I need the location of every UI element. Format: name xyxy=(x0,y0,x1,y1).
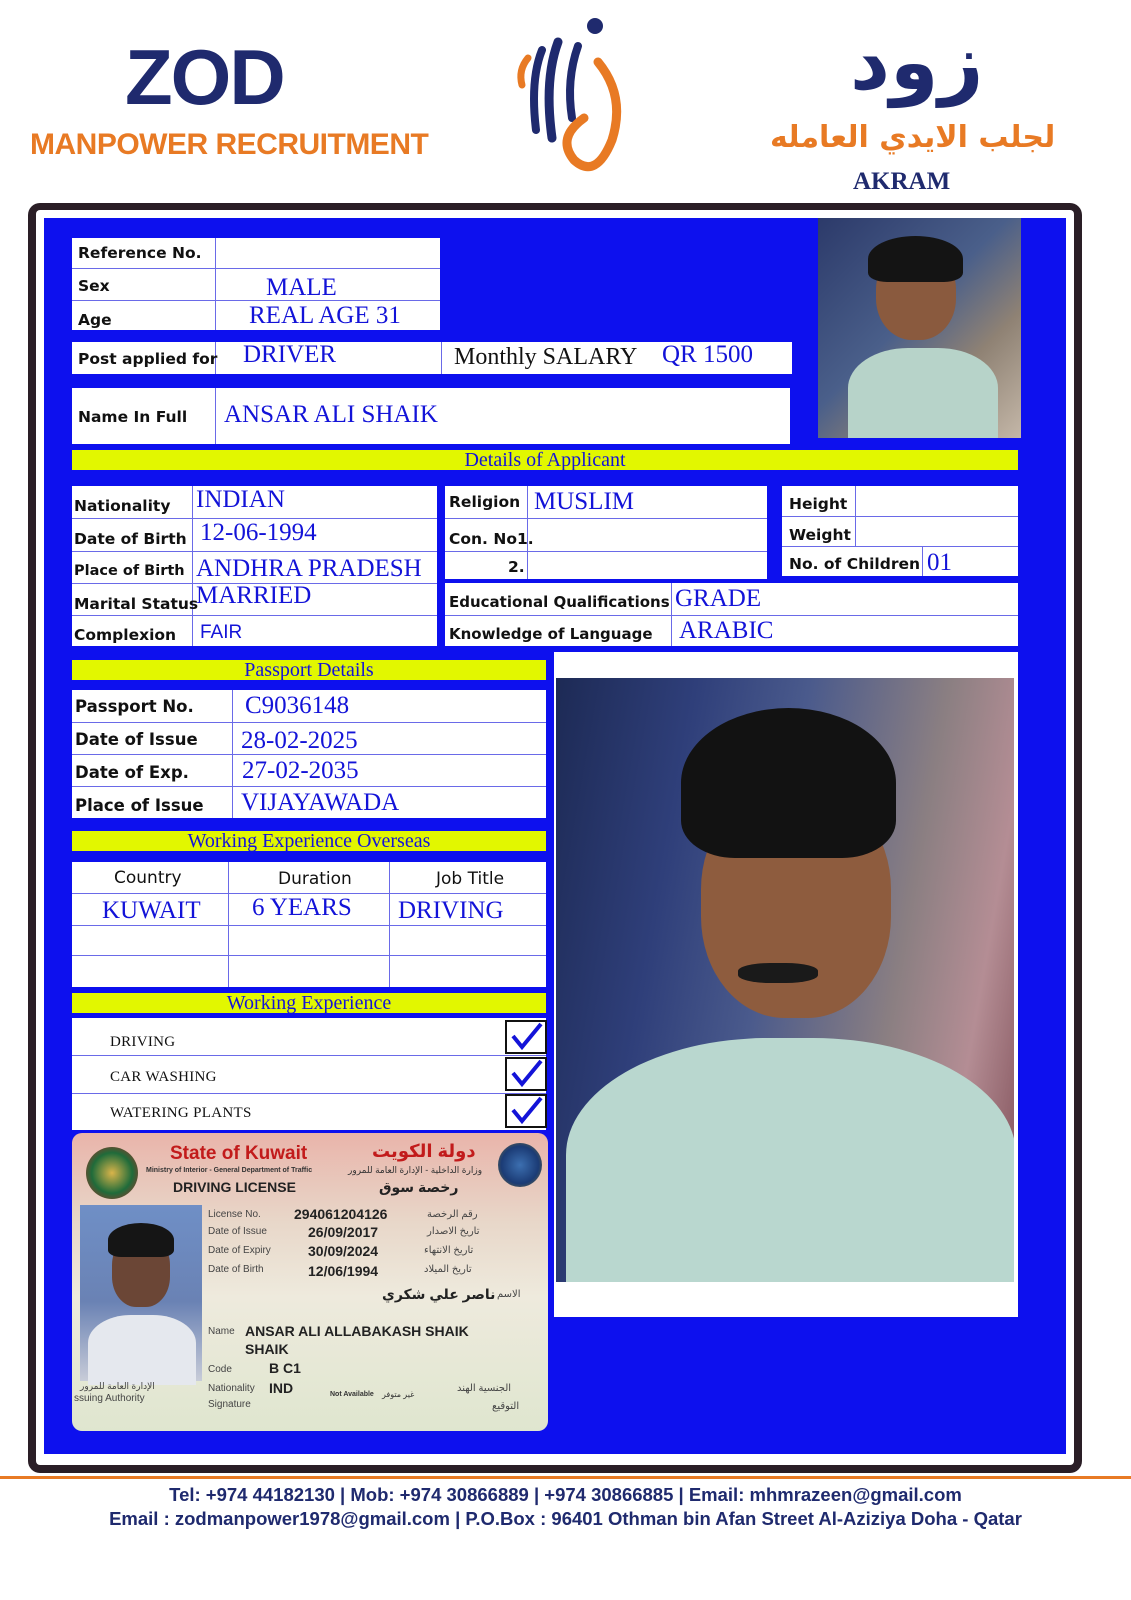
post-label: Post applied for xyxy=(78,350,218,368)
con2-label: 2. xyxy=(508,558,525,576)
sex-label: Sex xyxy=(78,277,110,295)
passport-no-label: Passport No. xyxy=(75,697,194,716)
license-expiry-label: Date of Expiry xyxy=(208,1245,271,1256)
footer-divider xyxy=(0,1476,1131,1479)
children-label: No. of Children xyxy=(789,555,921,573)
license-no-label: License No. xyxy=(208,1209,261,1220)
license-code-value: B C1 xyxy=(269,1360,301,1376)
complexion-value: FAIR xyxy=(200,622,243,643)
pob-value: ANDHRA PRADESH xyxy=(196,555,422,582)
kuwait-emblem-icon xyxy=(86,1147,138,1199)
dob-label: Date of Birth xyxy=(74,530,187,548)
education-value: GRADE xyxy=(675,585,762,612)
overseas-job: DRIVING xyxy=(398,897,504,924)
license-name-ar: ناصر علي شكري xyxy=(382,1286,496,1302)
experience-heading: Working Experience xyxy=(72,993,546,1013)
license-name-value: ANSAR ALI ALLABAKASH SHAIK xyxy=(245,1323,469,1339)
license-title-ar: رخصة سوق xyxy=(379,1179,459,1195)
education-label: Educational Qualifications xyxy=(449,593,670,611)
check-icon xyxy=(505,1094,547,1128)
applicant-photo-large xyxy=(556,678,1014,1282)
license-code-label: Code xyxy=(208,1364,232,1375)
license-nationality-ar: الجنسية الهند xyxy=(457,1383,512,1394)
license-state: State of Kuwait xyxy=(170,1143,308,1164)
age-value: REAL AGE 31 xyxy=(249,302,401,329)
footer-address: Email : zodmanpower1978@gmail.com | P.O.Box : 96401 Othman bin Afan Street Al-Aziziya Doha - Qatar xyxy=(109,1508,1022,1529)
con1-label: Con. No1. xyxy=(449,530,534,548)
license-nationality-value: IND xyxy=(269,1380,294,1396)
license-signature-label: Signature xyxy=(208,1399,251,1410)
license-not-available: Not Available xyxy=(330,1391,374,1398)
post-value: DRIVER xyxy=(243,341,337,368)
passport-heading: Passport Details xyxy=(72,660,546,680)
salary-label: Monthly SALARY xyxy=(454,344,638,370)
gcc-emblem-icon xyxy=(498,1143,542,1187)
language-label: Knowledge of Language xyxy=(449,625,653,643)
language-value: ARABIC xyxy=(679,617,774,644)
brand-name: ZOD xyxy=(125,33,284,121)
license-expiry-value: 30/09/2024 xyxy=(308,1243,379,1259)
license-birth-label: Date of Birth xyxy=(208,1264,264,1275)
dob-value: 12-06-1994 xyxy=(200,519,317,546)
footer-contact: Tel: +974 44182130 | Mob: +974 30866889 | +974 30866885 | Email: mhmrazeen@gmail.com xyxy=(169,1484,962,1505)
license-expiry-ar: تاريخ الانتهاء xyxy=(424,1245,474,1256)
license-photo xyxy=(80,1205,202,1381)
company-logo xyxy=(500,10,640,180)
license-birth-value: 12/06/1994 xyxy=(308,1263,379,1279)
arabic-brand: زود xyxy=(850,18,984,108)
nationality-label: Nationality xyxy=(74,497,171,515)
name-label: Name In Full xyxy=(78,408,188,426)
license-signature-ar: التوقيع xyxy=(492,1401,520,1412)
age-label: Age xyxy=(78,311,112,329)
license-ministry-ar: وزارة الداخلية - الإدارة العامة للمرور xyxy=(348,1165,483,1175)
passport-issue-label: Date of Issue xyxy=(75,730,198,749)
license-state-ar: دولة الكويت xyxy=(372,1141,476,1161)
experience-item: WATERING PLANTS xyxy=(110,1105,252,1121)
complexion-label: Complexion xyxy=(74,626,177,644)
check-icon xyxy=(505,1057,547,1091)
marital-label: Marital Status xyxy=(74,595,199,613)
license-name-value2: SHAIK xyxy=(245,1341,289,1357)
brand-tagline: MANPOWER RECRUITMENT xyxy=(30,128,429,161)
passport-no-value: C9036148 xyxy=(245,692,350,719)
passport-exp-value: 27-02-2035 xyxy=(242,757,359,784)
name-value: ANSAR ALI SHAIK xyxy=(224,401,438,428)
weight-label: Weight xyxy=(789,526,851,544)
children-value: 01 xyxy=(927,549,952,576)
license-ministry: Ministry of Interior - General Department of Traffic xyxy=(146,1167,313,1174)
check-icon xyxy=(505,1020,547,1054)
sex-value: MALE xyxy=(266,274,337,301)
experience-item: DRIVING xyxy=(110,1034,176,1050)
passport-place-value: VIJAYAWADA xyxy=(241,789,400,816)
license-issue-label: Date of Issue xyxy=(208,1226,267,1237)
passport-issue-value: 28-02-2025 xyxy=(241,727,358,754)
col-duration: Duration xyxy=(278,869,352,889)
license-name-ar-label: الاسم xyxy=(497,1289,521,1300)
license-not-available-ar: غير متوفر xyxy=(382,1390,415,1399)
license-nationality-label: Nationality xyxy=(208,1383,255,1394)
overseas-heading: Working Experience Overseas xyxy=(72,831,546,851)
license-no-value: 294061204126 xyxy=(294,1206,388,1222)
license-issue-ar: تاريخ الاصدار xyxy=(427,1226,480,1237)
passport-exp-label: Date of Exp. xyxy=(75,763,189,782)
agent-name: AKRAM xyxy=(853,168,951,195)
experience-item: CAR WASHING xyxy=(110,1069,217,1085)
details-heading: Details of Applicant xyxy=(72,450,1018,470)
reference-label: Reference No. xyxy=(78,244,202,262)
nationality-value: INDIAN xyxy=(196,486,285,513)
passport-place-label: Place of Issue xyxy=(75,796,204,815)
height-label: Height xyxy=(789,495,848,513)
overseas-duration: 6 YEARS xyxy=(252,894,352,921)
pob-label: Place of Birth xyxy=(74,563,185,579)
marital-value: MARRIED xyxy=(196,582,312,609)
religion-value: MUSLIM xyxy=(534,488,635,515)
license-name-label: Name xyxy=(208,1326,235,1337)
license-issue-value: 26/09/2017 xyxy=(308,1224,379,1240)
religion-label: Religion xyxy=(449,493,521,511)
arabic-tagline: لجلب الايدي العامله xyxy=(770,120,1056,155)
license-birth-ar: تاريخ الميلاد xyxy=(424,1264,472,1275)
license-authority: ssuing Authority xyxy=(74,1393,145,1404)
salary-value: QR 1500 xyxy=(662,341,753,368)
applicant-photo-small xyxy=(818,218,1021,438)
col-job-title: Job Title xyxy=(436,869,505,889)
driving-license-card xyxy=(72,1133,548,1431)
license-authority-ar: الإدارة العامة للمرور xyxy=(80,1381,155,1391)
col-country: Country xyxy=(114,868,182,888)
license-title: DRIVING LICENSE xyxy=(173,1179,296,1195)
license-no-ar: رقم الرخصة xyxy=(427,1209,478,1220)
overseas-country: KUWAIT xyxy=(102,897,201,924)
